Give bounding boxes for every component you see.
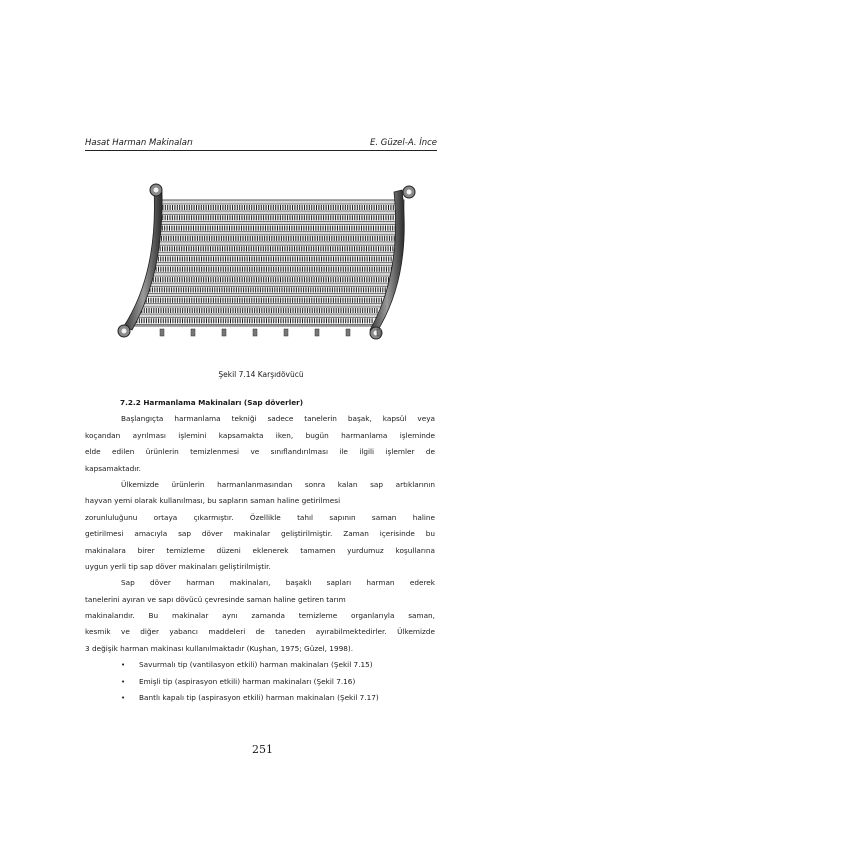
- text-line: tanelerini ayıran ve sapı dövücü çevresinde saman haline getiren tarım: [85, 594, 346, 604]
- list-item: [85, 690, 435, 706]
- text-line: koçandan ayrılması işlemini kapsamakta iken, bugün harmanlama işleminde: [85, 430, 435, 440]
- text-line: kapsamaktadır.: [85, 463, 141, 473]
- bullet-icon: •: [121, 661, 126, 670]
- text-line: zorunluluğunu ortaya çıkarmıştır. Özellikle tahıl sapının saman haline: [85, 512, 435, 522]
- list-item-text: Bantlı kapalı tip (aspirasyon etkili) harman makinaları (Şekil 7.17): [139, 693, 379, 703]
- running-header: [85, 138, 437, 151]
- text-line: makinalara birer temizleme düzeni eklenerek tamamen yurdumuz koşullarına: [85, 545, 435, 555]
- list-item: [85, 657, 435, 673]
- bullet-icon: •: [121, 677, 126, 686]
- concave-figure: [112, 178, 422, 348]
- body-text: [85, 395, 435, 706]
- bullet-icon: •: [121, 694, 126, 703]
- text-line: Başlangıçta harmanlama tekniği sadece tanelerin başak, kapsül veya: [121, 414, 435, 424]
- text-line: 3 değişik harman makinası kullanılmaktadır (Kuşhan, 1975; Güzel, 1998).: [85, 643, 354, 653]
- text-line: uygun yerli tip sap döver makinaları geliştirilmiştir.: [85, 561, 271, 571]
- text-line: makinalarıdır. Bu makinalar aynı zamanda temizleme organlarıyla saman,: [85, 611, 435, 621]
- header-authors: E. Güzel-A. İnce: [369, 138, 437, 148]
- text-line: hayvan yemi olarak kullanılması, bu sapların saman haline getirilmesi: [85, 496, 341, 506]
- text-line: getirilmesi amacıyla sap döver makinalar geliştirilmiştir. Zaman içerisinde bu: [85, 529, 435, 539]
- page-number: 251: [252, 743, 273, 756]
- bottom-bolts: [160, 329, 381, 336]
- section-heading: 7.2.2 Harmanlama Makinaları (Sap döverler): [120, 398, 304, 407]
- text-line: elde edilen ürünlerin temizlenmesi ve sınıflandırılması ile ilgili işlemler de: [85, 447, 435, 457]
- text-line: Sap döver harman makinaları, başaklı sapları harman ederek: [121, 578, 435, 588]
- list-item-text: Savurmalı tip (vantilasyon etkili) harman makinaları (Şekil 7.15): [139, 660, 373, 670]
- list-item: [85, 674, 435, 690]
- list-item-text: Emişli tip (aspirasyon etkili) harman makinaları (Şekil 7.16): [139, 676, 356, 686]
- text-line: kesmik ve diğer yabancı maddeleri de taneden ayırabilmektedirler. Ülkemizde: [85, 627, 435, 637]
- figure-caption: Şekil 7.14 Karşıdövücü: [218, 370, 304, 379]
- text-line: Ülkemizde ürünlerin harmanlanmasından sonra kalan sap artıklarının: [121, 479, 435, 489]
- header-book-title: Hasat Harman Makinaları: [85, 138, 193, 148]
